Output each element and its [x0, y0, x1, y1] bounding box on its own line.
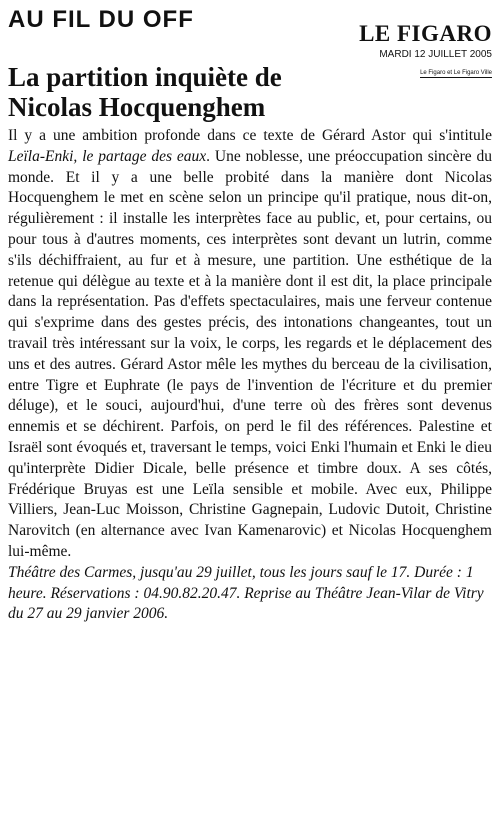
publication-date: MARDI 12 JUILLET 2005: [379, 49, 492, 60]
header-bar: [8, 0, 492, 76]
newspaper-name: LE FIGARO: [359, 21, 492, 46]
practical-info: Théâtre des Carmes, jusqu'au 29 juillet, tous les jours sauf le 17. Durée : 1 heure. Réservations : 04.90.82.20.47. Reprise au Théâtre Jean-Vilar de Vitry du 27 au 29 janvier 2006.: [8, 563, 484, 623]
section-kicker: AU FIL DU OFF: [8, 6, 194, 33]
body-lead: Il y a une ambition profonde dans ce texte de Gérard Astor qui s'intitule: [8, 127, 492, 144]
article-headline: La partition inquiète de Nicolas Hocquenghem: [8, 62, 282, 122]
play-title: Leïla-Enki, le partage des eaux: [8, 147, 207, 165]
body-rest: . Une noblesse, une préoccupation sincère du monde. Et il y a une belle probité dans la manière dont Nicolas Hocquenghem le met en scène selon un principe qu'il pratique, nous dit-on, régulièrement : il installe les interprètes face au public, et, pour certains, ou pour tous à d'autres moments, ces interprètes sont devant un lutrin, comme s'ils déchiffraient, au fur et à mesure, une partition. Une esthétique de la retenue qui délègue au texte et à la manière dont il est dit, la place principale dans la représentation. Pas d'effets spectaculaires, mais une ferveur contenue qui s'exprime dans des gestes précis, des intonations changeantes, tout un travail très intéressant sur la voix, le corps, les regards et le déplacement des uns et des autres. Gérard Astor mêle les mythes du berceau de la civilisation, entre Tigre et Euphrate (le pays de l'invention de l'écriture et du premier déluge), et le souci, aujourd'hui, d'une terre où des frères sont devenus ennemis et se déchirent. Parfois, on perd le fil des références. Palestine et Israël sont évoqués et, traversant le temps, voici Enki l'humain et Enki le dieu qu'interprète Didier Dicale, belle présence et timbre doux. A ses côtés, Frédérique Bruyas est une Leïla sensible et mobile. Avec eux, Philippe Villiers, Jean-Luc Moisson, Christine Gagnepain, Ludovic Dutoit, Christine Narovitch (en alternance avec Ivan Kamenarovic) et Nicolas Hocquenghem lui-même.: [8, 147, 492, 560]
masthead: [359, 22, 492, 79]
body-paragraph: [8, 126, 492, 563]
masthead-tagline: Le Figaro et Le Figaro Ville: [420, 70, 492, 76]
article-body: [8, 126, 492, 625]
